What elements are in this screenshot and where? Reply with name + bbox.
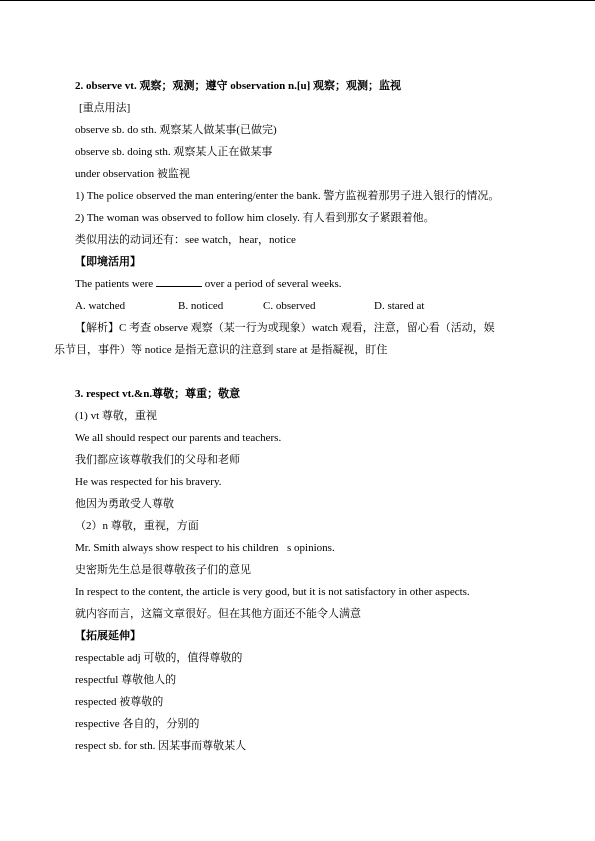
practice-label: 【即境活用】: [75, 256, 141, 268]
extension-item: respect sb. for sth. 因某事而尊敬某人: [75, 740, 247, 752]
usage-label: [重点用法]: [79, 102, 131, 114]
translation-line: 就内容而言，这篇文章很好。但在其他方面还不能令人满意: [75, 608, 361, 620]
translation-line: 史密斯先生总是很尊敬孩子们的意见: [75, 564, 251, 576]
similar-verbs-line: 类似用法的动词还有：see watch，hear，notice: [75, 234, 296, 246]
extension-item: respected 被尊敬的: [75, 696, 164, 708]
section2-heading: 2. observe vt. 观察；观测；遵守 observation n.[u] 观察；观测；监视: [75, 80, 402, 92]
analysis-line: 【解析】C 考查 observe 观察（某一行为或现象）watch 观看，注意，留心看（活动，娱: [75, 322, 495, 334]
answer-blank: [156, 277, 202, 287]
option-d: D. stared at: [374, 300, 425, 312]
example-sentence: We all should respect our parents and teachers.: [75, 432, 282, 444]
option-c: C. observed: [263, 300, 316, 312]
extension-item: respectable adj 可敬的，值得尊敬的: [75, 652, 243, 664]
option-a: A. watched: [75, 300, 126, 312]
sense-label: （2）n 尊敬，重视，方面: [75, 520, 199, 532]
option-b: B. noticed: [178, 300, 224, 312]
question-text-before: The patients were: [75, 278, 156, 290]
section3-heading: 3. respect vt.&n.尊敬；尊重；敬意: [75, 388, 241, 400]
analysis-line: 乐节目，事件）等 notice 是指无意识的注意到 stare at 是指凝视，盯住: [54, 344, 388, 356]
question-text-after: over a period of several weeks.: [201, 278, 342, 290]
practice-question: [75, 277, 342, 291]
translation-line: 他因为勇敢受人尊敬: [75, 498, 174, 510]
translation-line: 我们都应该尊敬我们的父母和老师: [75, 454, 240, 466]
example-sentence: Mr. Smith always show respect to his children s opinions.: [75, 542, 335, 554]
usage-line: observe sb. doing sth. 观察某人正在做某事: [75, 146, 273, 158]
example-sentence: He was respected for his bravery.: [75, 476, 222, 488]
example-sentence: 1) The police observed the man entering/enter the bank. 警方监视着那男子进入银行的情况。: [75, 190, 500, 202]
extension-item: respectful 尊敬他人的: [75, 674, 177, 686]
sense-label: (1) vt 尊敬，重视: [75, 410, 157, 422]
usage-line: observe sb. do sth. 观察某人做某事(已做完): [75, 124, 277, 136]
extension-label: 【拓展延伸】: [75, 630, 141, 642]
extension-item: respective 各自的，分别的: [75, 718, 200, 730]
example-sentence: In respect to the content, the article is very good, but it is not satisfactory in other aspects.: [75, 586, 470, 598]
usage-line: under observation 被监视: [75, 168, 190, 180]
example-sentence: 2) The woman was observed to follow him closely. 有人看到那女子紧跟着他。: [75, 212, 435, 224]
